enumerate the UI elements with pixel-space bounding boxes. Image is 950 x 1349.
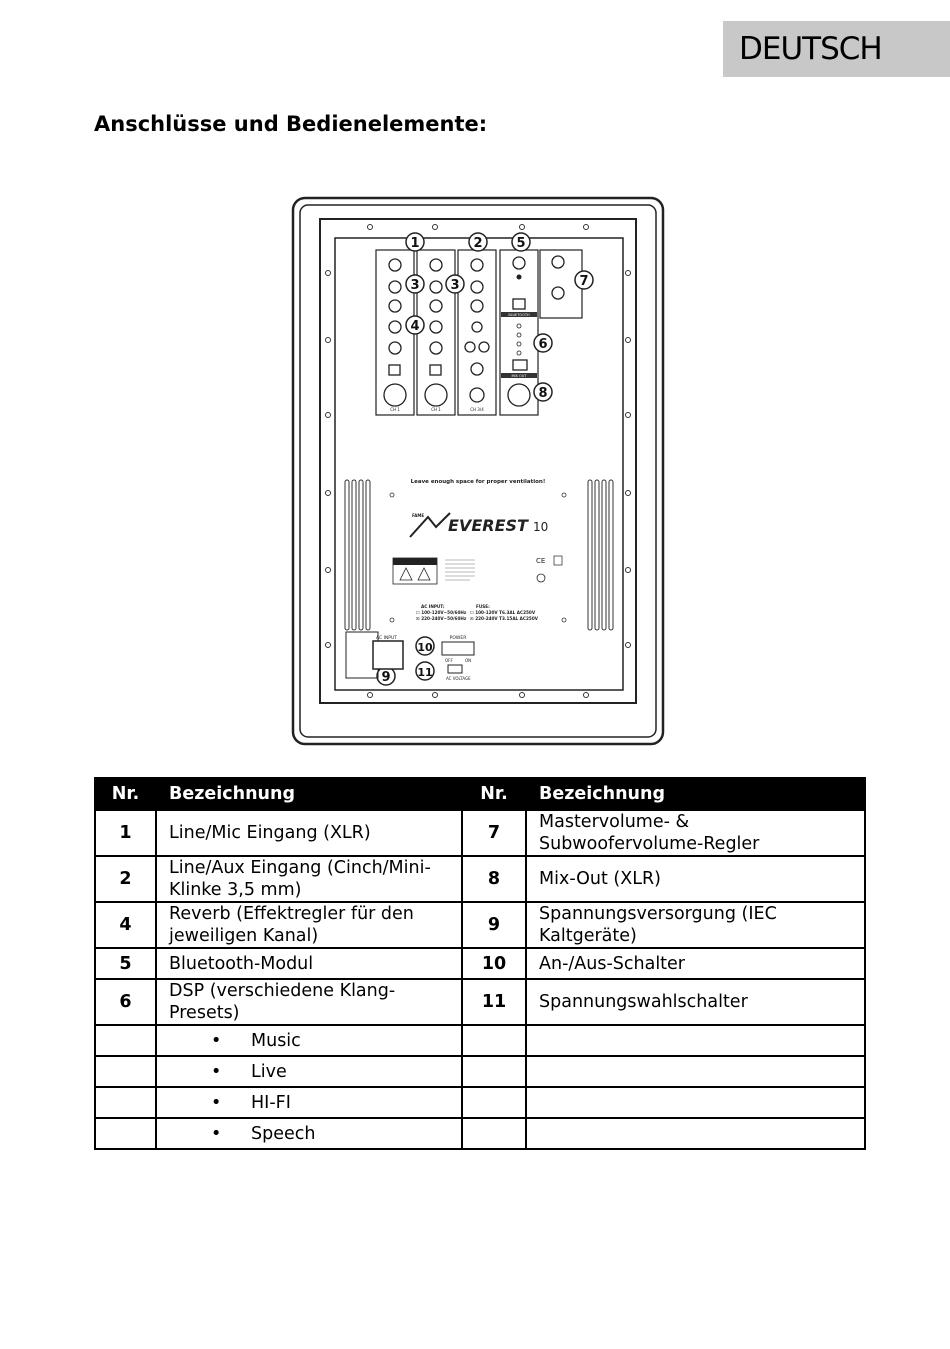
ac-input-spec-2: ☒ 220-240V~50/60Hz xyxy=(416,616,467,621)
parts-table xyxy=(94,777,866,1150)
bullet: • xyxy=(211,1061,222,1082)
item-number: 6 xyxy=(95,979,156,1025)
callout-7: 7 xyxy=(579,274,589,289)
bullet: • xyxy=(211,1123,222,1144)
ventilation-warning: Leave enough space for proper ventilation! xyxy=(410,479,546,485)
fuse-spec-2: ☒ 220-240V T3.15AL AC250V xyxy=(470,616,538,621)
callout-5: 5 xyxy=(516,236,526,251)
col-header-desc-left: Bezeichnung xyxy=(156,778,462,810)
item-description: Mix-Out (XLR) xyxy=(526,856,865,902)
table-row xyxy=(95,902,865,948)
table-row xyxy=(95,856,865,902)
ch34-label: CH 3/4 xyxy=(470,407,484,412)
table-row xyxy=(95,1118,865,1149)
dsp-preset-label: Live xyxy=(251,1061,287,1082)
brand-small: FAME xyxy=(412,513,425,518)
table-row xyxy=(95,1025,865,1056)
bullet: • xyxy=(211,1030,222,1051)
callout-11: 11 xyxy=(417,666,433,679)
dsp-preset-label: Music xyxy=(251,1030,301,1051)
fuse-title: FUSE: xyxy=(476,604,490,609)
col-header-nr-left: Nr. xyxy=(95,778,156,810)
callout-4: 4 xyxy=(410,319,420,334)
table-row xyxy=(95,1087,865,1118)
fuse-spec-1: ☐ 100-120V T6.3AL AC250V xyxy=(470,610,536,615)
callout-3b: 3 xyxy=(450,278,460,293)
item-description: Line/Aux Eingang (Cinch/Mini-Klinke 3,5 mm) xyxy=(156,856,462,902)
item-description: Spannungswahlschalter xyxy=(526,979,865,1025)
item-number: 10 xyxy=(462,948,526,979)
col-header-desc-right: Bezeichnung xyxy=(526,778,865,810)
ac-input-spec-1: ☐ 100-120V~50/60Hz xyxy=(416,610,467,615)
callout-1: 1 xyxy=(410,236,420,251)
table-row xyxy=(95,948,865,979)
bullet: • xyxy=(211,1092,222,1113)
table-row xyxy=(95,979,865,1025)
brand-model: EVEREST xyxy=(448,516,528,535)
item-description: An-/Aus-Schalter xyxy=(526,948,865,979)
item-number: 4 xyxy=(95,902,156,948)
callout-2: 2 xyxy=(473,236,483,251)
callout-10: 10 xyxy=(417,641,433,654)
table-header-row xyxy=(95,778,865,810)
ch2-label: CH 1 xyxy=(431,407,441,412)
section-title: Anschlüsse und Bedienelemente: xyxy=(94,112,488,136)
bluetooth-label: BLUETOOTH xyxy=(508,313,530,317)
svg-text:CE: CE xyxy=(536,557,546,565)
brand-size: 10 xyxy=(533,520,549,534)
power-on-label: ON xyxy=(465,658,472,663)
callout-8: 8 xyxy=(538,386,548,401)
ac-input-spec-title: AC INPUT: xyxy=(421,604,445,609)
item-description: Spannungsversorgung (IEC Kaltgeräte) xyxy=(526,902,865,948)
item-number: 2 xyxy=(95,856,156,902)
item-description: Bluetooth-Modul xyxy=(156,948,462,979)
mix-out-label: MIX OUT xyxy=(511,374,527,378)
item-number: 11 xyxy=(462,979,526,1025)
ac-input-label: AC INPUT xyxy=(376,636,398,641)
dsp-preset-item xyxy=(156,1056,462,1087)
dsp-preset-item xyxy=(156,1087,462,1118)
item-description: Line/Mic Eingang (XLR) xyxy=(156,810,462,856)
dsp-preset-item xyxy=(156,1118,462,1149)
callout-9: 9 xyxy=(381,670,391,685)
rear-panel-diagram xyxy=(290,195,666,747)
item-number: 9 xyxy=(462,902,526,948)
dsp-preset-item xyxy=(156,1025,462,1056)
language-tab: DEUTSCH xyxy=(723,21,950,77)
item-description: DSP (verschiedene Klang-Presets) xyxy=(156,979,462,1025)
power-label: POWER xyxy=(449,636,467,641)
item-number: 1 xyxy=(95,810,156,856)
item-number: 8 xyxy=(462,856,526,902)
table-row xyxy=(95,810,865,856)
item-number: 5 xyxy=(95,948,156,979)
callout-3a: 3 xyxy=(410,278,420,293)
callout-6: 6 xyxy=(538,337,548,352)
dsp-preset-label: HI-FI xyxy=(251,1092,291,1113)
item-description: Mastervolume- & Subwoofervolume-Regler xyxy=(526,810,865,856)
table-row xyxy=(95,1056,865,1087)
item-number: 7 xyxy=(462,810,526,856)
dsp-preset-label: Speech xyxy=(251,1123,316,1144)
power-off-label: OFF xyxy=(445,658,453,663)
ac-voltage-label: AC VOLTAGE xyxy=(446,676,471,681)
ch1-label: CH 1 xyxy=(390,407,400,412)
item-description: Reverb (Effektregler für den jeweiligen Kanal) xyxy=(156,902,462,948)
col-header-nr-right: Nr. xyxy=(462,778,526,810)
